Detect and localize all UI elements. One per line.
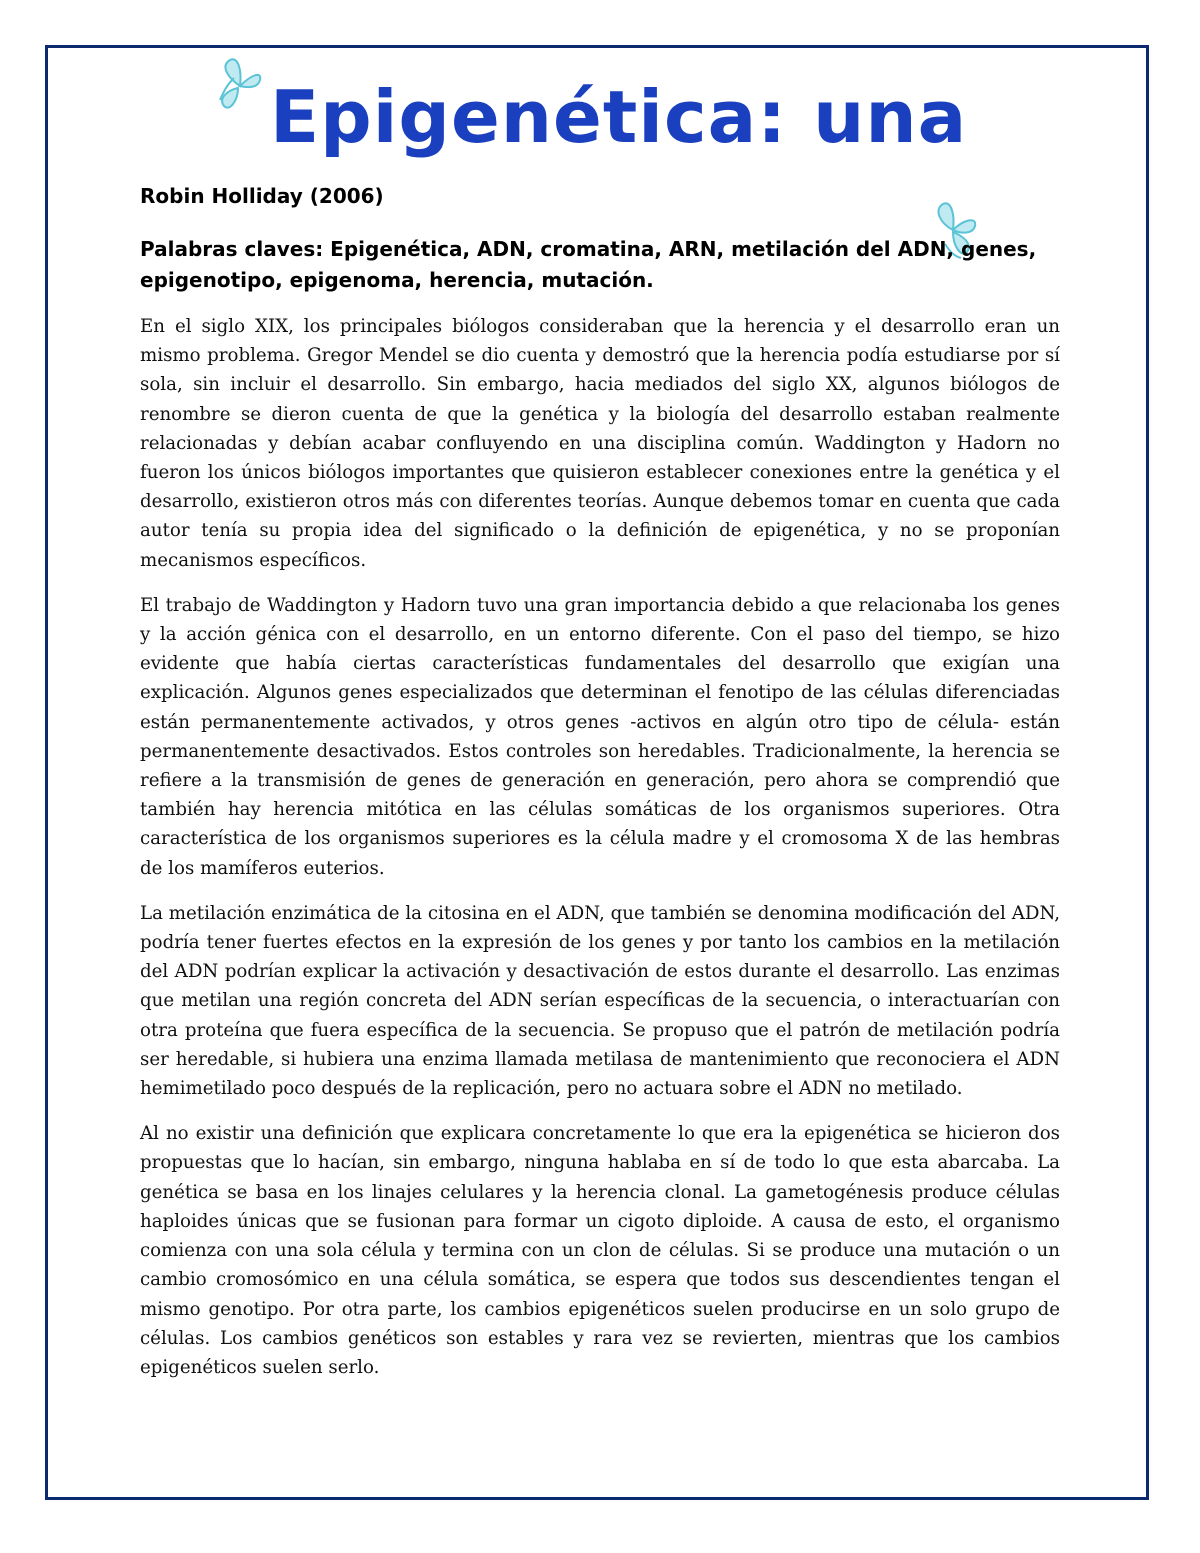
butterfly-flourish-icon bbox=[214, 56, 266, 119]
keywords-line: Palabras claves: Epigenética, ADN, cromatina, ARN, metilación del ADN, genes, epigenotipo, epigenoma, herencia, mutación. bbox=[140, 237, 1037, 292]
page-title: Epigenética: una bbox=[270, 75, 968, 159]
paragraph: La metilación enzimática de la citosina en el ADN, que también se denomina modificación del ADN, podría tener fuertes efectos en la expresión de los genes y por tanto los cambios en la metilación del ADN podrían explicar la activación y desactivación de estos durante el desarrollo. Las enzimas que metilan una región concreta del ADN serían específicas de la secuencia, o interactuarían con otra proteína que fuera específica de la secuencia. Se propuso que el patrón de metilación podría ser heredable, si hubiera una enzima llamada metilasa de mantenimiento que reconociera el ADN hemimetilado poco después de la replicación, pero no actuara sobre el ADN no metilado. bbox=[140, 902, 1060, 1100]
title-container bbox=[270, 72, 990, 178]
author-line: Robin Holliday (2006) bbox=[140, 184, 384, 208]
paragraph: El trabajo de Waddington y Hadorn tuvo una gran importancia debido a que relacionaba los genes y la acción génica con el desarrollo, en un entorno diferente. Con el paso del tiempo, se hizo evidente que había ciertas características fundamentales del desarrollo que exigían una explicación. Algunos genes especializados que determinan el fenotipo de las células diferenciadas están permanentemente activados, y otros genes -activos en algún otro tipo de célula- están permanentemente desactivados. Estos controles son heredables. Tradicionalmente, la herencia se refiere a la transmisión de genes de generación en generación, pero ahora se comprendió que también hay herencia mitótica en las células somáticas de los organismos superiores. Otra característica de los organismos superiores es la célula madre y el cromosoma X de las hembras de los mamíferos euterios. bbox=[140, 594, 1060, 879]
paragraph: En el siglo XIX, los principales biólogos consideraban que la herencia y el desarrollo eran un mismo problema. Gregor Mendel se dio cuenta y demostró que la herencia podía estudiarse por sí sola, sin incluir el desarrollo. Sin embargo, hacia mediados del siglo XX, algunos biólogos de renombre se dieron cuenta de que la genética y la biología del desarrollo estaban realmente relacionadas y debían acabar confluyendo en una disciplina común. Waddington y Hadorn no fueron los únicos biólogos importantes que quisieron establecer conexiones entre la genética y el desarrollo, existieron otros más con diferentes teorías. Aunque debemos tomar en cuenta que cada autor tenía su propia idea del significado o la definición de epigenética, y no se proponían mecanismos específicos. bbox=[140, 316, 1060, 571]
paragraph: Al no existir una definición que explicara concretamente lo que era la epigenética se hicieron dos propuestas que lo hacían, sin embargo, ninguna hablaba en sí de todo lo que esta abarcaba. La genética se basa en los linajes celulares y la herencia clonal. La gametogénesis produce células haploides únicas que se fusionan para formar un cigoto diploide. A causa de esto, el organismo comienza con una sola célula y termina con un clon de células. Si se produce una mutación o un cambio cromosómico en una célula somática, se espera que todos sus descendientes tengan el mismo genotipo. Por otra parte, los cambios epigenéticos suelen producirse en un solo grupo de células. Los cambios genéticos son estables y rara vez se revierten, mientras que los cambios epigenéticos suelen serlo. bbox=[140, 1123, 1060, 1378]
article-body bbox=[140, 312, 1060, 1398]
